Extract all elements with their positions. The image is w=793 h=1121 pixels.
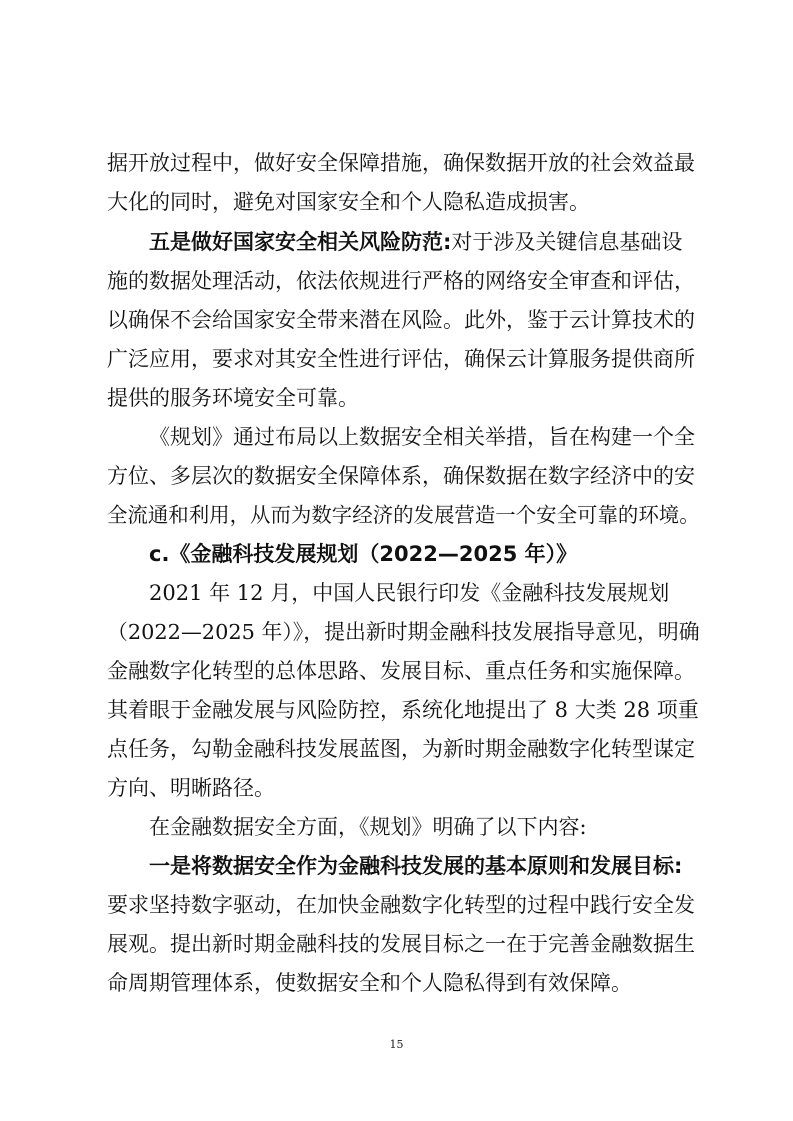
text-line: 据开放过程中，做好安全保障措施，确保数据开放的社会效益最 bbox=[107, 151, 695, 175]
text-line: 金融数字化转型的总体思路、发展目标、重点任务和实施保障。 bbox=[107, 659, 695, 683]
text-line: 2021 年 12 月，中国人民银行印发《金融科技发展规划 bbox=[149, 581, 670, 605]
paragraph-lead: 五是做好国家安全相关风险防范: bbox=[149, 230, 452, 254]
text-line: 方位、多层次的数据安全保障体系，确保数据在数字经济中的安 bbox=[107, 464, 695, 488]
text-run: 对于涉及关键信息基础设 bbox=[451, 230, 683, 254]
text-line: 全流通和利用，从而为数字经济的发展营造一个安全可靠的环境。 bbox=[107, 503, 700, 527]
text-line: 在金融数据安全方面，《规划》明确了以下内容: bbox=[149, 815, 587, 839]
text-line: 《规划》通过布局以上数据安全相关举措，旨在构建一个全 bbox=[149, 425, 695, 449]
text-line bbox=[149, 224, 682, 260]
text-line: 其着眼于金融发展与风险防控，系统化地提出了 8 大类 28 项重 bbox=[107, 698, 699, 722]
text-line: 以确保不会给国家安全带来潜在风险。此外，鉴于云计算技术的 bbox=[107, 308, 695, 332]
text-line: 大化的同时，避免对国家安全和个人隐私造成损害。 bbox=[107, 190, 590, 214]
section-heading: c.《金融科技发展规划（2022—2025 年）》 bbox=[149, 542, 578, 566]
text-line: 施的数据处理活动，依法依规进行严格的网络安全审查和评估， bbox=[107, 269, 695, 293]
text-line: 要求坚持数字驱动，在加快金融数字化转型的过程中践行安全发 bbox=[107, 893, 695, 917]
text-line: 方向、明晰路径。 bbox=[107, 776, 275, 800]
text-line: 提供的服务环境安全可靠。 bbox=[107, 386, 359, 410]
text-line: 命周期管理体系，使数据安全和个人隐私得到有效保障。 bbox=[107, 971, 632, 995]
text-line bbox=[149, 848, 682, 884]
page-number: 15 bbox=[389, 1038, 404, 1051]
text-line: 展观。提出新时期金融科技的发展目标之一在于完善金融数据生 bbox=[107, 932, 695, 956]
text-line: 点任务，勾勒金融科技发展蓝图，为新时期金融数字化转型谋定 bbox=[107, 737, 695, 761]
text-line: （2022—2025 年）》，提出新时期金融科技发展指导意见，明确 bbox=[107, 620, 700, 644]
text-line: 广泛应用，要求对其安全性进行评估，确保云计算服务提供商所 bbox=[107, 347, 695, 371]
paragraph-lead: 一是将数据安全作为金融科技发展的基本原则和发展目标: bbox=[149, 854, 683, 878]
